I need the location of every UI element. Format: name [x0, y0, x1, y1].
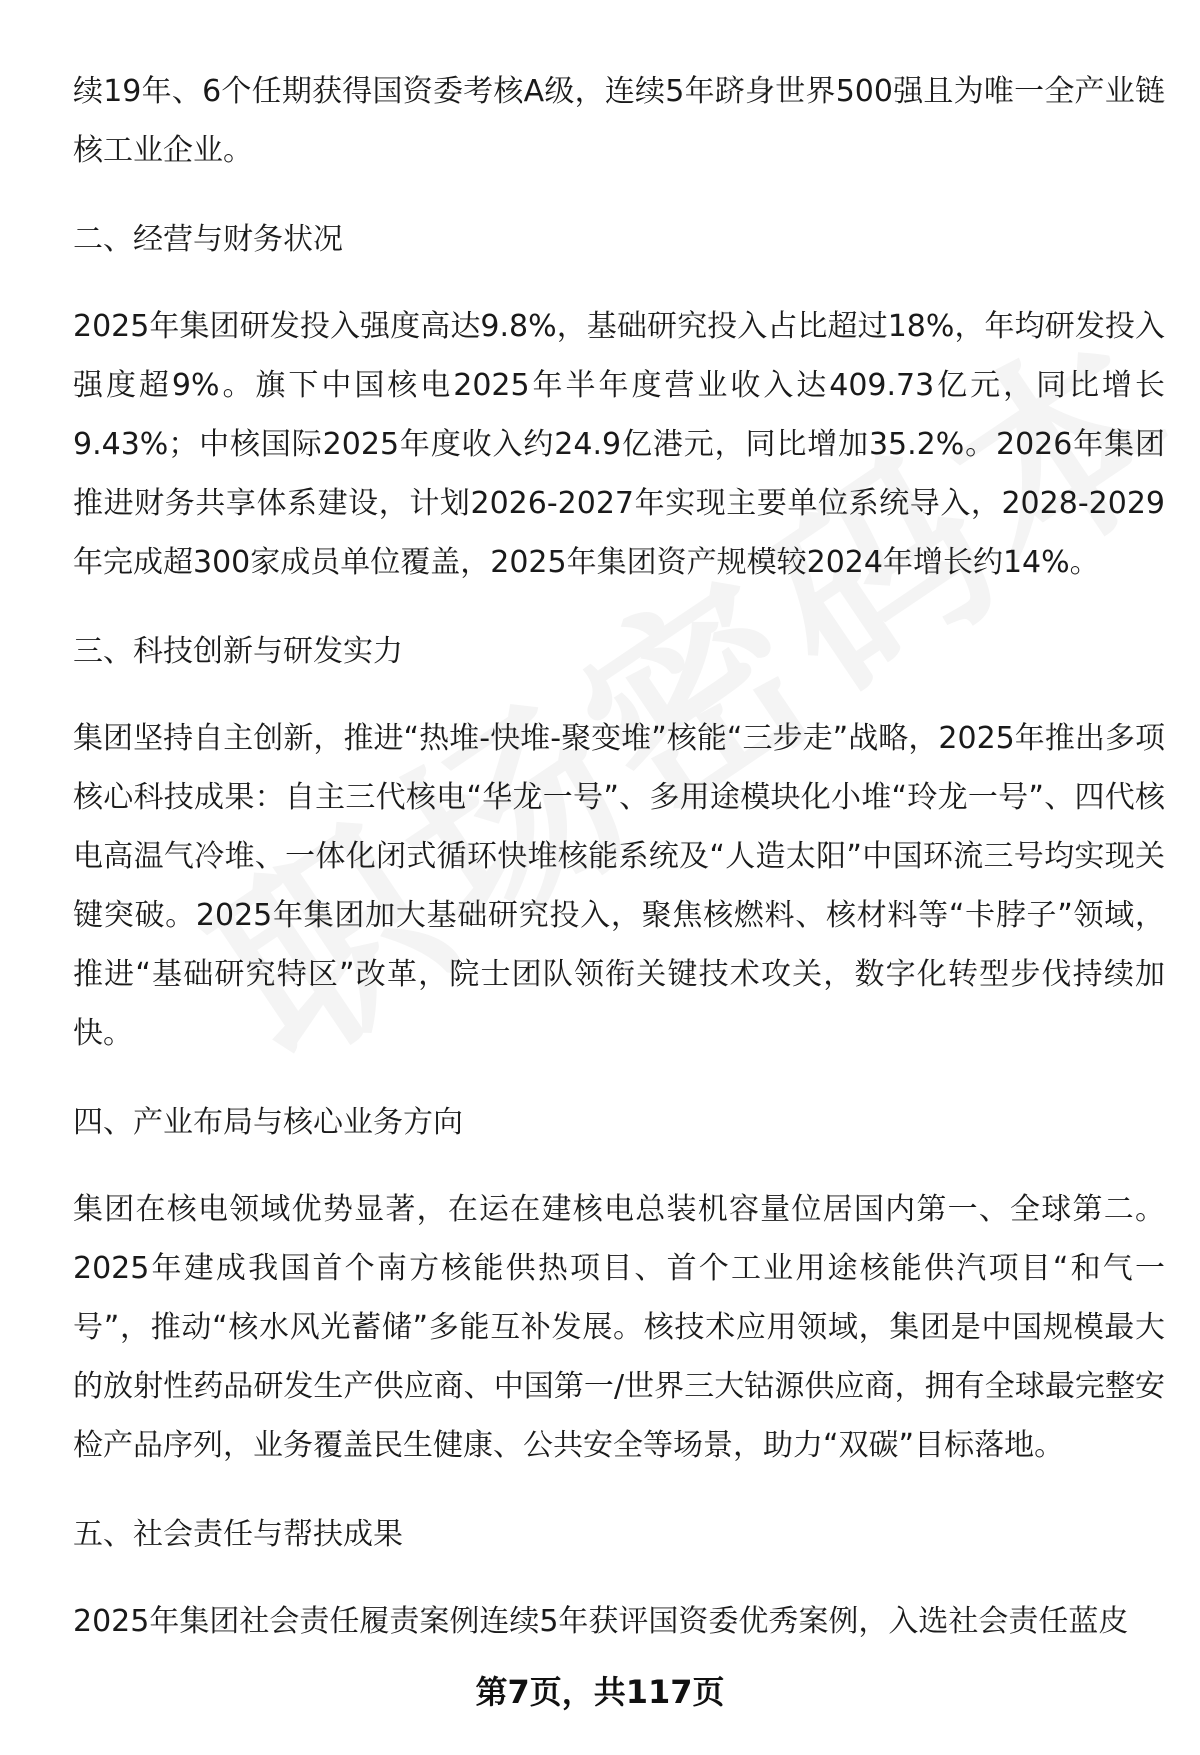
section-5-heading: 五、社会责任与帮扶成果 — [73, 1517, 403, 1552]
section-4-heading: 四、产业布局与核心业务方向 — [73, 1105, 463, 1140]
section-3-heading: 三、科技创新与研发实力 — [73, 634, 403, 669]
section-2-body: 2025年集团研发投入强度高达9.8%，基础研究投入占比超过18%，年均研发投入强度超9%。旗下中国核电2025年半年度营业收入达409.73亿元，同比增长9.43%；中核国际2025年度收入约24.9亿港元，同比增加35.2%。2026年集团推进财务共享体系建设，计划2026-2027年实现主要单位系统导入，2028-2029年完成超300家成员单位覆盖，2025年集团资产规模较2024年增长约14%。 — [73, 309, 1165, 580]
section-2-heading: 二、经营与财务状况 — [73, 222, 343, 257]
section-3-body: 集团坚持自主创新，推进“热堆-快堆-聚变堆”核能“三步走”战略，2025年推出多项核心科技成果：自主三代核电“华龙一号”、多用途模块化小堆“玲龙一号”、四代核电高温气冷堆、一体化闭式循环快堆核能系统及“人造太阳”中国环流三号均实现关键突破。2025年集团加大基础研究投入，聚焦核燃料、核材料等“卡脖子”领域，推进“基础研究特区”改革，院士团队领衔关键技术攻关，数字化转型步伐持续加快。 — [73, 721, 1165, 1051]
document-content — [73, 62, 1165, 1651]
section-5-body: 2025年集团社会责任履责案例连续5年获评国资委优秀案例，入选社会责任蓝皮 — [73, 1604, 1129, 1639]
intro-paragraph-tail: 续19年、6个任期获得国资委考核A级，连续5年跻身世界500强且为唯一全产业链核工业企业。 — [73, 74, 1165, 168]
section-4-body: 集团在核电领域优势显著，在运在建核电总装机容量位居国内第一、全球第二。2025年建成我国首个南方核能供热项目、首个工业用途核能供汽项目“和气一号”，推动“核水风光蓄储”多能互补发展。核技术应用领域，集团是中国规模最大的放射性药品研发生产供应商、中国第一/世界三大钴源供应商，拥有全球最完整安检产品序列，业务覆盖民生健康、公共安全等场景，助力“双碳”目标落地。 — [73, 1192, 1165, 1463]
page-number-footer: 第7页，共117页 — [475, 1673, 725, 1711]
